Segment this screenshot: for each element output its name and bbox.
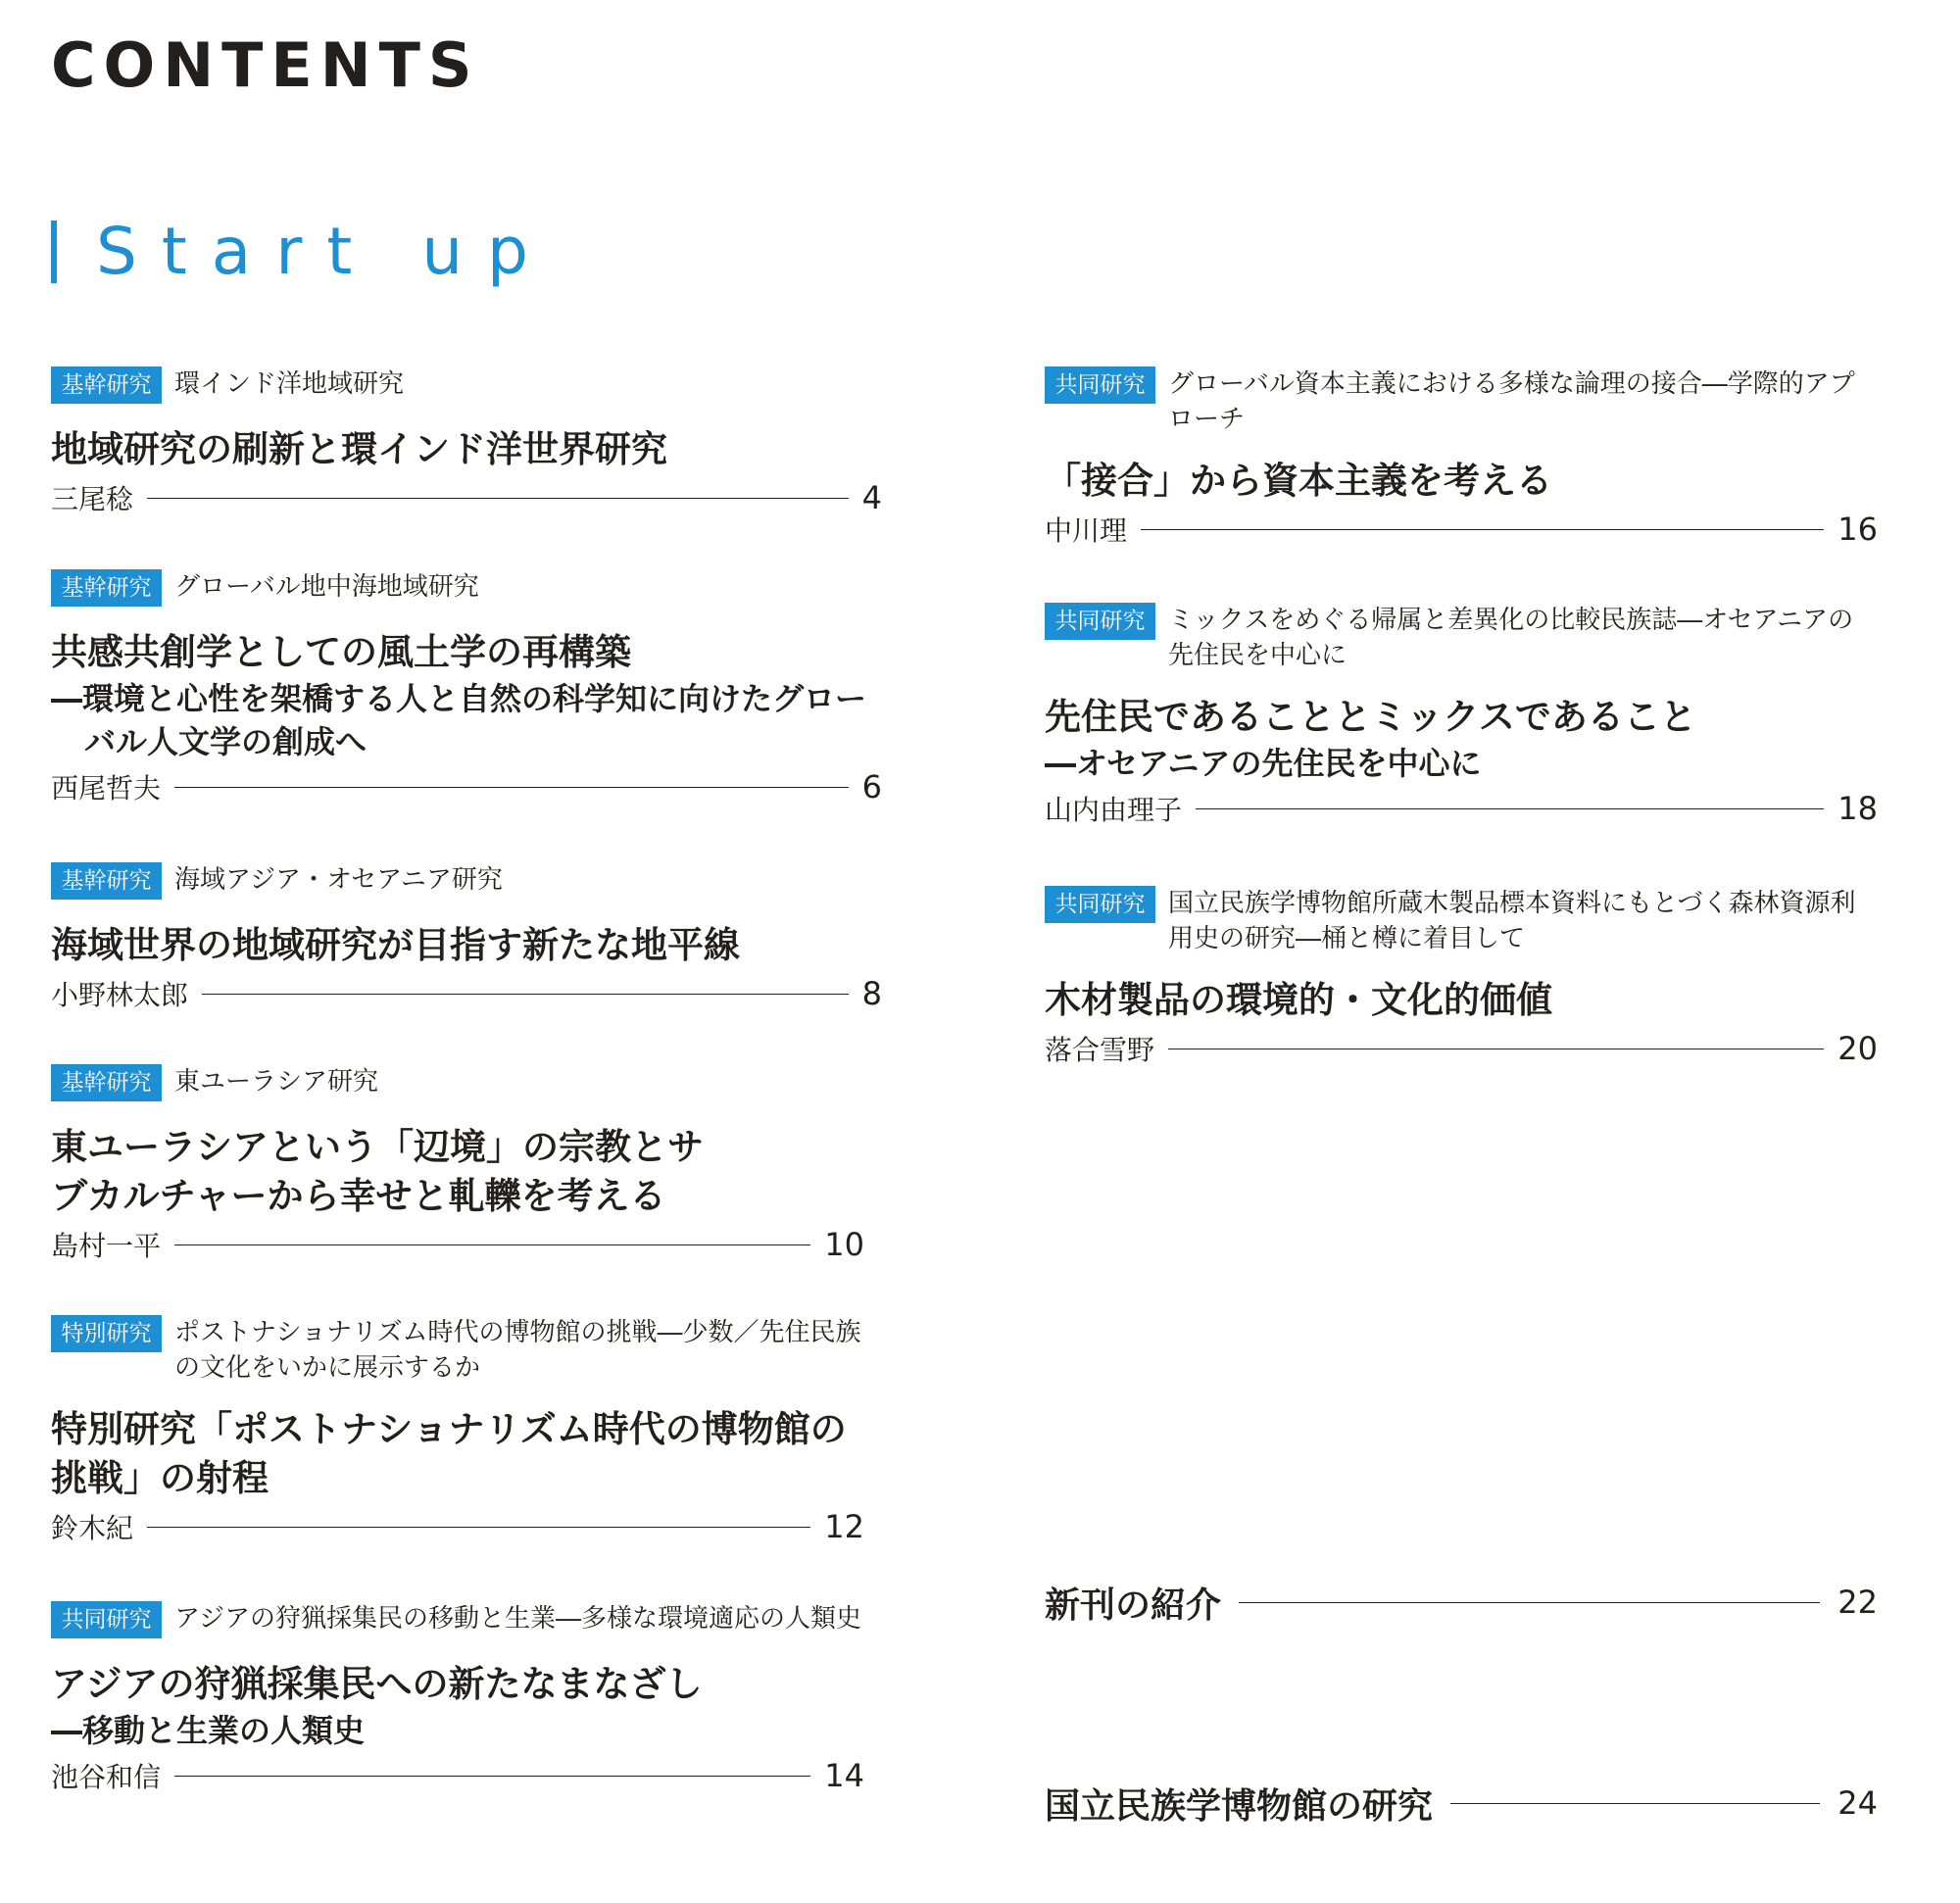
leader-line xyxy=(174,787,849,788)
author-name: 中川理 xyxy=(1045,514,1128,547)
page-number: 16 xyxy=(1838,511,1878,548)
project-name: 環インド洋地域研究 xyxy=(174,369,405,399)
author-name: 池谷和信 xyxy=(51,1761,162,1793)
author-name: 島村一平 xyxy=(51,1230,162,1262)
project-name: 海域アジア・オセアニア研究 xyxy=(174,865,503,895)
article-subtitle: ―オセアニアの先住民を中心に xyxy=(1045,745,1482,782)
project-name: グローバル資本主義における多様な論理の接合―学際的アプローチ xyxy=(1168,369,1855,434)
page-title: CONTENTS xyxy=(51,29,480,101)
project-name: ポストナショナリズム時代の博物館の挑戦―少数／先住民族の文化をいかに展示するか xyxy=(174,1318,861,1383)
project-name: 東ユーラシア研究 xyxy=(174,1067,379,1097)
toc-entry[interactable] xyxy=(1045,366,1878,549)
leader-line xyxy=(1141,529,1824,530)
project-name: アジアの狩猟採集民の移動と生業―多様な環境適応の人類史 xyxy=(174,1604,861,1634)
article-subtitle: ―移動と生業の人類史 xyxy=(51,1712,366,1749)
leader-line xyxy=(1196,808,1824,809)
article-title[interactable]: 東ユーラシアという「辺境」の宗教とサブカルチャーから幸せと軋轢を考える xyxy=(51,1126,704,1217)
page-number: 10 xyxy=(824,1226,864,1263)
toc-entry[interactable] xyxy=(51,1064,864,1264)
toc-entry[interactable] xyxy=(1045,886,1878,1068)
category-badge: 共同研究 xyxy=(51,1601,162,1638)
toc-entry-new-publications[interactable] xyxy=(1045,1575,1878,1630)
page-number: 22 xyxy=(1838,1584,1878,1621)
article-title[interactable]: 海域世界の地域研究が目指す新たな地平線 xyxy=(51,924,740,966)
page-number: 18 xyxy=(1838,790,1878,827)
category-badge: 特別研究 xyxy=(51,1315,162,1352)
leader-line xyxy=(147,1527,810,1528)
category-badge: 基幹研究 xyxy=(51,366,162,404)
category-badge: 基幹研究 xyxy=(51,862,162,900)
toc-entry[interactable] xyxy=(51,569,882,806)
article-title[interactable]: アジアの狩猟採集民への新たなまなざし xyxy=(51,1663,703,1705)
page-number: 12 xyxy=(824,1508,864,1545)
article-title[interactable]: 木材製品の環境的・文化的価値 xyxy=(1045,979,1552,1021)
section-title: Start up xyxy=(96,214,553,289)
page-number: 4 xyxy=(861,479,882,516)
category-badge: 共同研究 xyxy=(1045,886,1155,923)
article-title[interactable]: 「接合」から資本主義を考える xyxy=(1045,460,1552,502)
page-number: 24 xyxy=(1838,1784,1878,1822)
project-name: グローバル地中海地域研究 xyxy=(174,572,479,602)
author-name: 三尾稔 xyxy=(51,483,134,515)
page-number: 20 xyxy=(1838,1030,1878,1067)
author-name: 小野林太郎 xyxy=(51,979,189,1011)
category-badge: 基幹研究 xyxy=(51,1064,162,1101)
category-badge: 共同研究 xyxy=(1045,603,1155,640)
category-badge: 共同研究 xyxy=(1045,366,1155,404)
category-badge: 基幹研究 xyxy=(51,569,162,607)
leader-line xyxy=(174,1244,810,1245)
page-number: 14 xyxy=(824,1757,864,1794)
leader-line xyxy=(147,498,849,499)
toc-entry[interactable] xyxy=(1045,603,1878,828)
article-title[interactable]: 特別研究「ポストナショナリズム時代の博物館の挑戦」の射程 xyxy=(51,1408,847,1499)
toc-entry[interactable] xyxy=(51,862,882,1013)
standalone-title[interactable]: 国立民族学博物館の研究 xyxy=(1045,1785,1434,1827)
toc-entry-museum-research[interactable] xyxy=(1045,1776,1878,1830)
leader-line xyxy=(202,994,849,995)
leader-line xyxy=(174,1776,810,1777)
toc-entry[interactable] xyxy=(51,366,882,517)
toc-entry[interactable] xyxy=(51,1601,864,1795)
author-name: 落合雪野 xyxy=(1045,1034,1155,1066)
author-name: 山内由理子 xyxy=(1045,794,1183,826)
leader-line xyxy=(1239,1602,1820,1603)
leader-line xyxy=(1450,1803,1820,1804)
toc-entry[interactable] xyxy=(51,1315,864,1546)
project-name: ミックスをめぐる帰属と差異化の比較民族誌―オセアニアの先住民を中心に xyxy=(1168,606,1854,670)
author-name: 鈴木紀 xyxy=(51,1512,134,1544)
section-accent-bar xyxy=(51,220,57,283)
article-subtitle: ―環境と心性を架橋する人と自然の科学知に向けたグローバル人文学の創成へ xyxy=(51,680,867,760)
page-number: 6 xyxy=(861,768,882,805)
article-title[interactable]: 先住民であることとミックスであること xyxy=(1045,696,1696,738)
page-number: 8 xyxy=(861,975,882,1012)
article-title[interactable]: 共感共創学としての風土学の再構築 xyxy=(51,631,631,673)
article-title[interactable]: 地域研究の刷新と環インド洋世界研究 xyxy=(51,428,667,470)
author-name: 西尾哲夫 xyxy=(51,772,162,805)
project-name: 国立民族学博物館所蔵木製品標本資料にもとづく森林資源利用史の研究―桶と樽に着目して xyxy=(1168,889,1856,953)
standalone-title[interactable]: 新刊の紹介 xyxy=(1045,1585,1222,1626)
